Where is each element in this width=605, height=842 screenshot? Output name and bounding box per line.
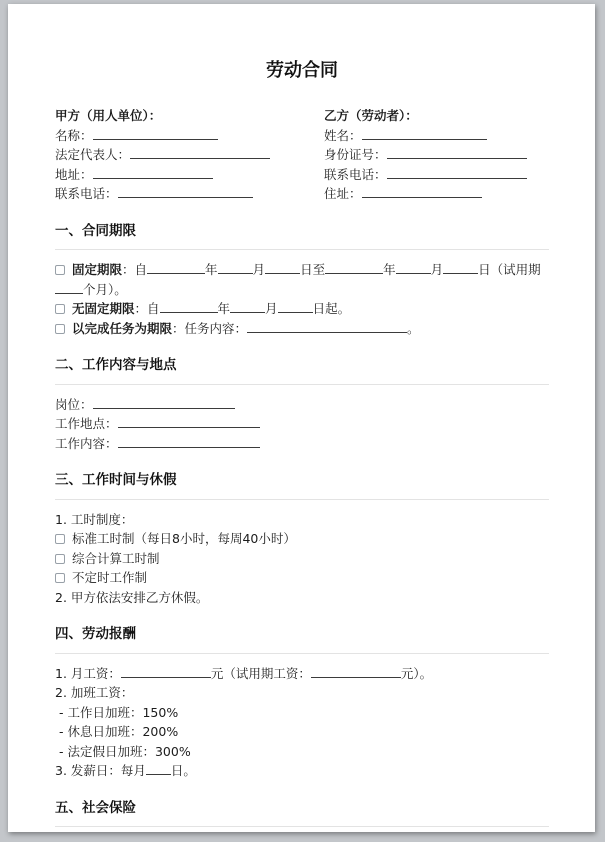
monthly-salary-row [55,664,549,684]
hours-system-row: 1. 工时制度： [55,511,134,527]
party-b-name-row [324,126,549,146]
party-a-rep-blank [130,146,270,159]
fixed-term-checkbox [55,265,65,275]
party-a-name-label: 名称： [55,127,93,143]
work-content-row [55,434,549,454]
position-row [55,395,549,415]
open-term-month-blank [230,300,265,313]
fixed-term-day1-blank [265,261,300,274]
party-a-phone-blank [118,185,253,198]
overtime-weekday-row: - 工作日加班：150% [59,704,179,720]
fixed-term-month2-blank [396,261,431,274]
page-title: 劳动合同 [266,60,338,81]
section-work-hours [55,471,549,607]
party-a-name-blank [93,127,218,140]
parties-block [55,106,549,204]
party-b-id-blank [387,146,527,159]
standard-hours-label: 标准工时制（每日8小时，每周40小时） [72,531,296,546]
payday-pre-label: 3. 发薪日：每月 [55,763,146,778]
fixed-term-continuation: 个月）。 [83,281,127,297]
task-term-row [55,319,549,339]
open-term-row [55,299,549,319]
party-b-id-row [324,145,549,165]
work-location-row [55,414,549,434]
fixed-term-year1-blank [147,261,205,274]
party-a-phone-row [55,184,302,204]
probation-salary-blank [311,665,401,678]
party-a-address-label: 地址： [55,166,93,182]
party-b-name-blank [362,127,487,140]
fixed-term-month2: 月 [430,262,444,277]
task-term-period: 。 [407,320,420,336]
overtime-holiday-row: - 法定假日加班：300% [59,743,191,759]
payday-blank [146,762,171,775]
section2-heading: 二、工作内容与地点 [55,356,549,385]
probation-months-blank [55,281,83,294]
party-b-name-label: 姓名： [324,127,362,143]
vacation-row: 2. 甲方依法安排乙方休假。 [55,589,209,605]
task-term-task-label: ：任务内容： [172,320,248,336]
party-b-id-label: 身份证号： [324,147,387,162]
fixed-term-year2: 年 [383,262,396,277]
work-location-blank [118,415,260,428]
fixed-term-from: ：自 [122,262,148,277]
section4-heading: 四、劳动报酬 [55,625,549,654]
party-b-address-label: 住址： [324,186,362,201]
party-a-phone-label: 联系电话： [55,186,118,201]
section-work-content [55,356,549,453]
comprehensive-hours-row [55,549,549,569]
task-content-blank [247,320,407,333]
section5-heading: 五、社会保险 [55,799,549,828]
standard-hours-checkbox [55,534,65,544]
party-a-heading: 甲方（用人单位）： [55,108,162,123]
party-a-name-row [55,126,302,146]
section-compensation [55,625,549,781]
work-content-label: 工作内容： [55,435,118,451]
salary-end-label: 元）。 [400,665,433,681]
party-a-rep-row [55,145,302,165]
fixed-term-row [55,260,549,280]
payday-row [55,761,549,781]
position-blank [93,396,235,409]
work-location-label: 工作地点： [55,416,118,431]
fixed-term-month1: 月 [252,262,266,277]
fixed-term-year2-blank [325,261,383,274]
task-term-label: 以完成任务为期限 [72,320,173,336]
open-term-day-blank [278,300,313,313]
comprehensive-hours-checkbox [55,554,65,564]
party-a-address-row [55,165,302,185]
contract-page [8,4,595,832]
party-a-rep-label: 法定代表人： [55,147,131,162]
fixed-term-probation: 日（试用期 [478,262,541,277]
task-term-checkbox [55,324,65,334]
section3-heading: 三、工作时间与休假 [55,471,549,500]
section-contract-term [55,222,549,339]
work-content-blank [118,435,260,448]
open-term-year-blank [160,300,218,313]
fixed-term-month1-blank [218,261,253,274]
party-b-address-row [324,184,549,204]
open-term-checkbox [55,304,65,314]
overtime-row: 2. 加班工资： [55,685,134,700]
party-b-block [302,106,549,204]
party-a-address-blank [93,166,213,179]
party-b-phone-blank [387,166,527,179]
standard-hours-row [55,529,549,549]
comprehensive-hours-label: 综合计算工时制 [72,550,160,566]
section1-heading: 一、合同期限 [55,222,549,251]
salary-blank [121,665,211,678]
flexible-hours-checkbox [55,573,65,583]
section-social-insurance [55,799,549,828]
party-a-block [55,106,302,204]
open-term-from: ：自 [134,301,160,316]
position-label: 岗位： [55,396,93,412]
fixed-term-continuation-row [55,280,549,300]
fixed-term-label: 固定期限 [72,262,123,277]
fixed-term-day2-blank [443,261,478,274]
flexible-hours-row [55,568,549,588]
party-b-phone-label: 联系电话： [324,166,387,182]
payday-end-label: 日。 [170,763,196,778]
salary-pre-label: 1. 月工资： [55,665,121,681]
fixed-term-day-to: 日至 [300,262,326,277]
open-term-year: 年 [217,301,231,316]
open-term-day-start: 日起。 [312,301,351,316]
party-b-address-blank [362,185,482,198]
party-b-heading: 乙方（劳动者）： [324,108,418,123]
open-term-month: 月 [265,301,278,316]
party-b-phone-row [324,165,549,185]
overtime-weekend-row: - 休息日加班：200% [59,724,179,739]
open-term-label: 无固定期限 [72,301,135,316]
flexible-hours-label: 不定时工作制 [72,570,148,585]
fixed-term-year1: 年 [205,262,218,277]
salary-mid-label: 元（试用期工资： [210,665,311,681]
